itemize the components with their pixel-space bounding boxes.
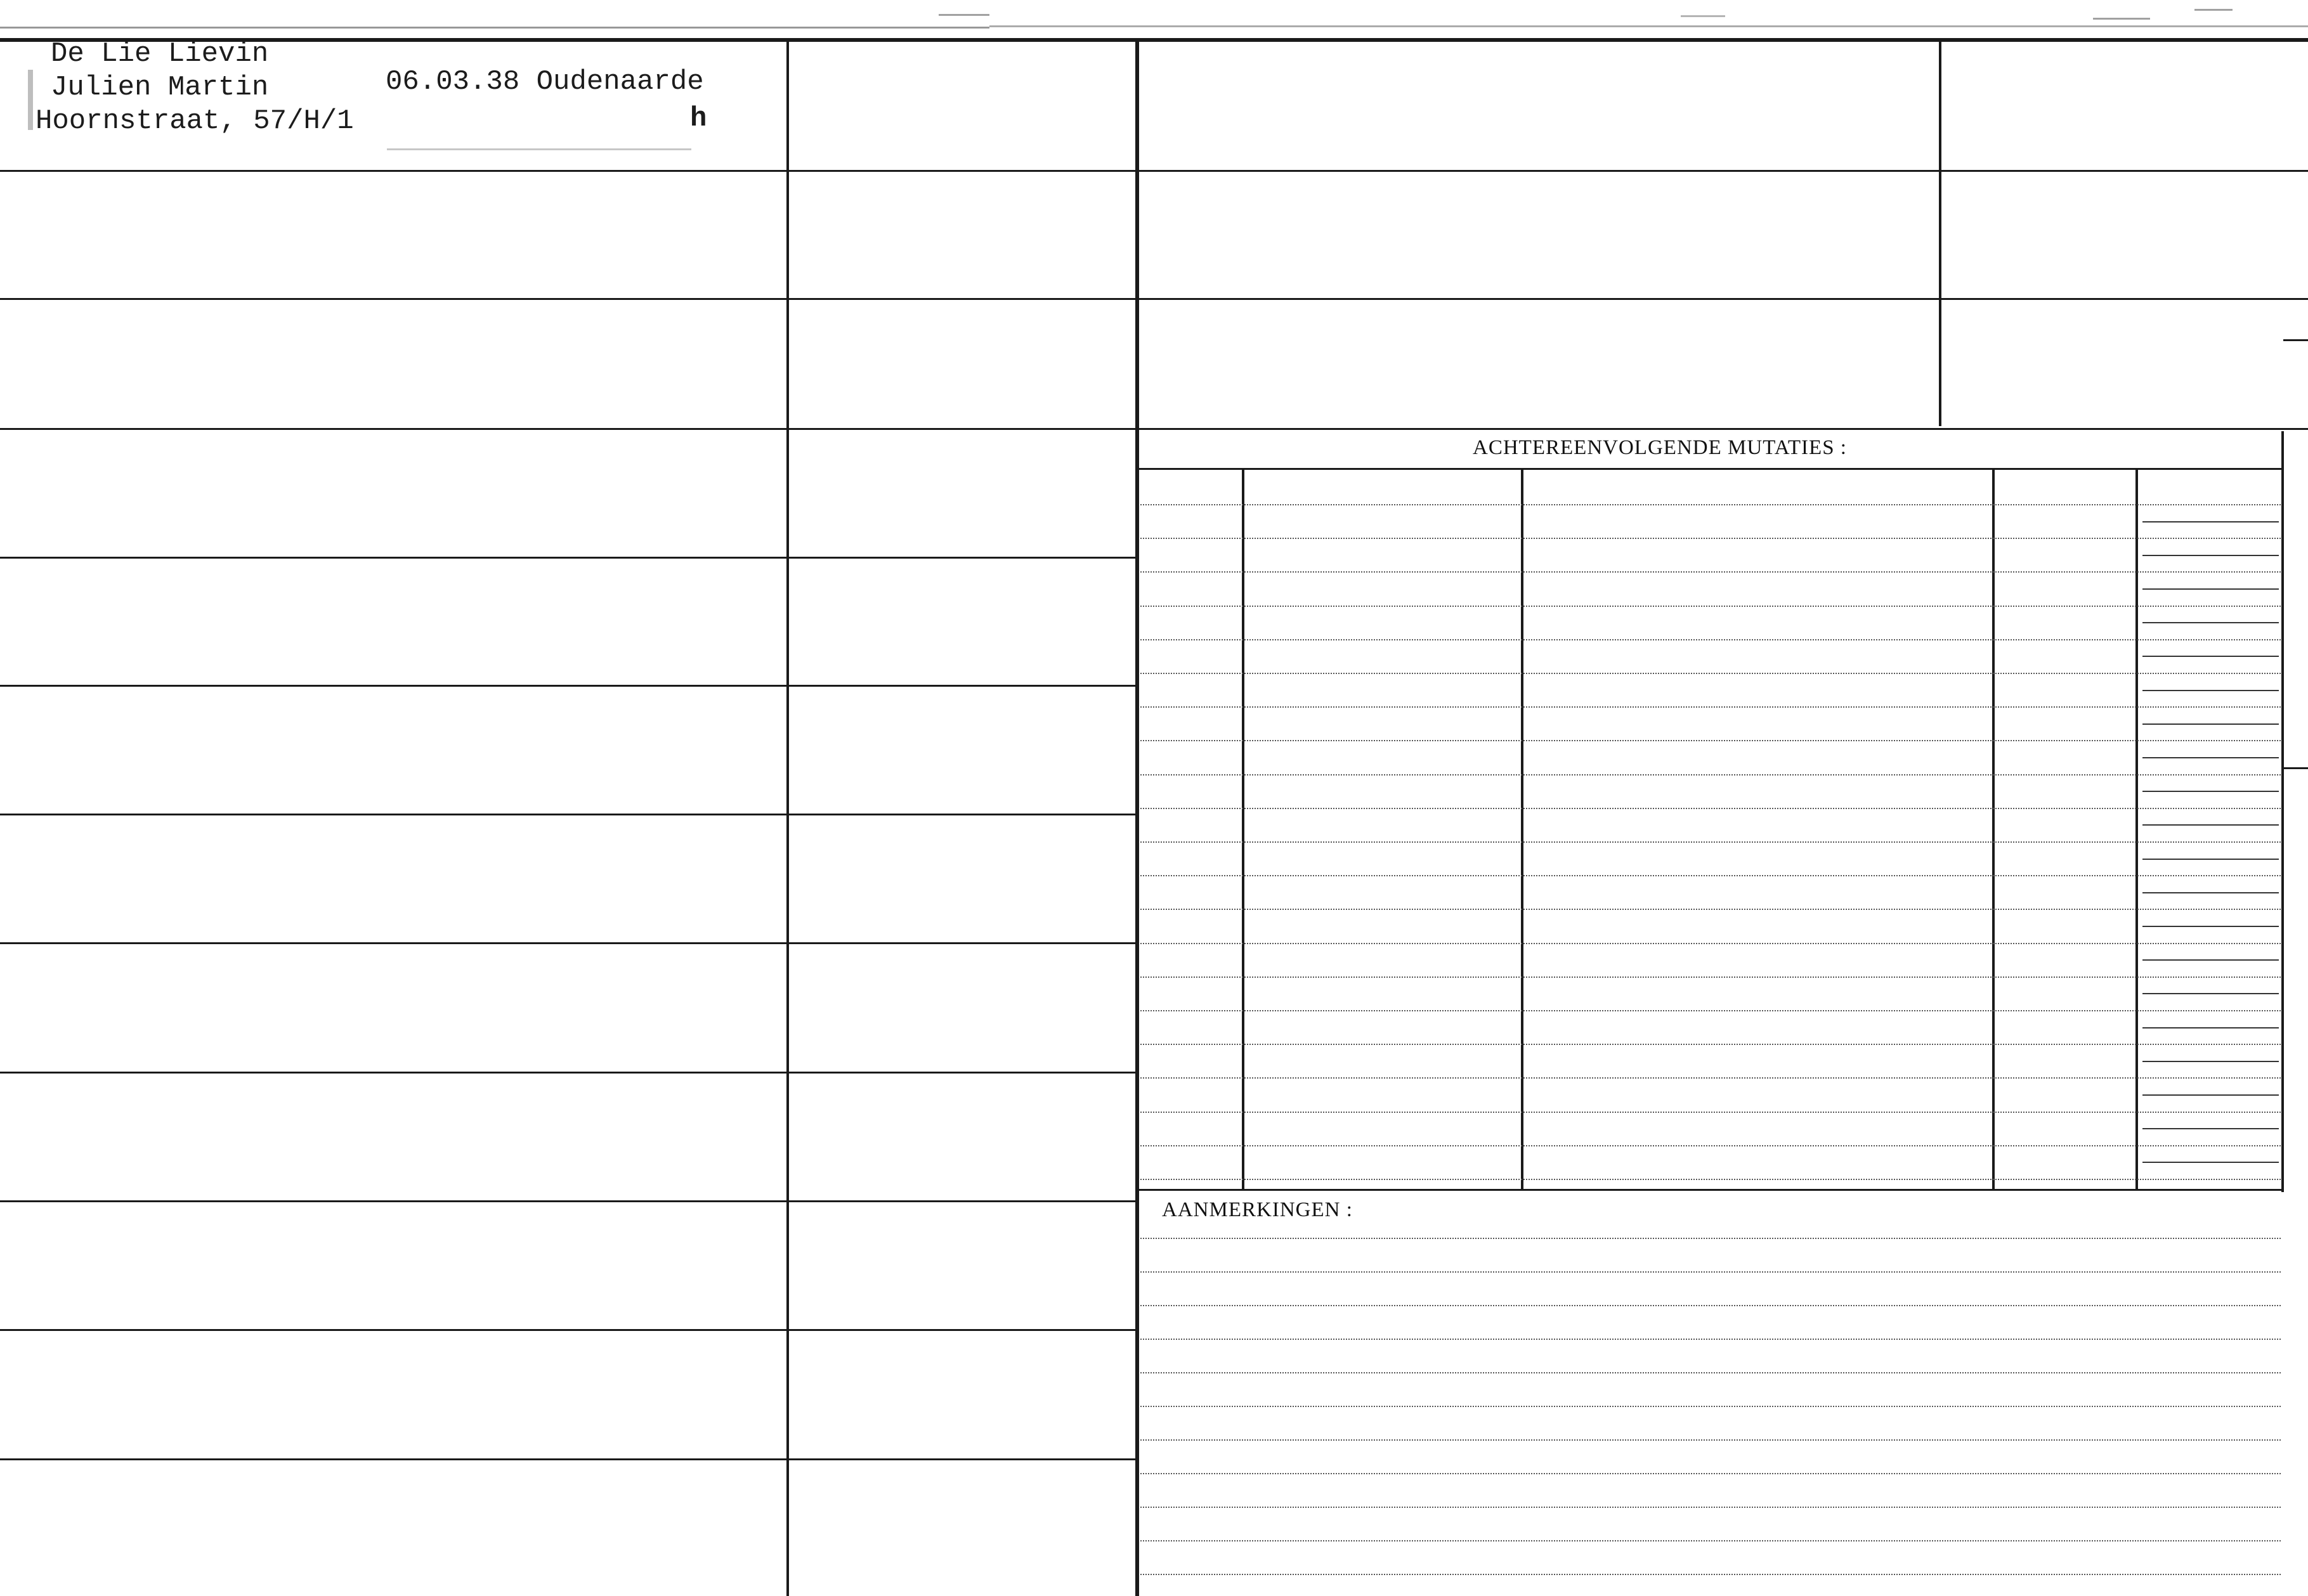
remark-rule <box>1140 1305 2281 1306</box>
right-border <box>2281 431 2284 1192</box>
remark-rule <box>1140 1238 2281 1239</box>
mutation-rule <box>2142 993 2279 994</box>
remark-rule <box>1140 1406 2281 1407</box>
birth-date-place: 06.03.38 Oudenaarde <box>386 66 704 98</box>
top-border <box>0 38 2308 42</box>
mutation-rule <box>2142 656 2279 657</box>
mutation-rule <box>1140 774 2281 775</box>
mutations-header-rule <box>1138 468 2283 470</box>
mutation-rule <box>2142 824 2279 826</box>
mutations-bottom-rule <box>1138 1189 2283 1191</box>
mutation-rule <box>1140 606 2281 607</box>
mutation-rule <box>2142 1061 2279 1062</box>
mutation-rule <box>1140 841 2281 843</box>
mutation-rule <box>2142 521 2279 522</box>
mutation-rule <box>1140 639 2281 640</box>
mutation-rule <box>1140 1044 2281 1045</box>
right-top-divider <box>1939 39 1941 426</box>
remarks-heading: AANMERKINGEN : <box>1162 1198 1353 1221</box>
mutation-rule <box>2142 791 2279 792</box>
mutation-rule <box>1140 909 2281 910</box>
mutation-rule <box>2142 1094 2279 1096</box>
remark-rule <box>1140 1339 2281 1340</box>
mutation-rule <box>1140 740 2281 741</box>
mutation-rule <box>2142 690 2279 691</box>
mutation-rule <box>1140 875 2281 876</box>
mutation-rule <box>2142 555 2279 556</box>
mutation-rule <box>2142 859 2279 860</box>
mutation-rule <box>1140 673 2281 674</box>
remark-rule <box>1140 1574 2281 1575</box>
mutation-rule <box>2142 1027 2279 1028</box>
mutation-rule <box>2142 926 2279 927</box>
remark-rule <box>1140 1507 2281 1508</box>
mutation-rule <box>1140 706 2281 708</box>
remark-rule <box>1140 1439 2281 1441</box>
mutation-rule <box>1140 1145 2281 1146</box>
remark-rule <box>1140 1372 2281 1373</box>
mutation-rule <box>1140 1112 2281 1113</box>
mutation-rule <box>2142 588 2279 590</box>
remark-rule <box>1140 1540 2281 1541</box>
mutation-rule <box>2142 959 2279 961</box>
mutation-rule <box>1140 1010 2281 1011</box>
mutations-heading: ACHTEREENVOLGENDE MUTATIES : <box>1473 436 1847 459</box>
left-column-divider <box>786 39 789 1596</box>
mutation-rule <box>1140 943 2281 944</box>
center-divider <box>1135 39 1139 1596</box>
address: Hoornstraat, 57/H/1 <box>36 105 354 137</box>
gender-mark: h <box>690 103 707 134</box>
mutation-rule <box>1140 1179 2281 1180</box>
remark-rule <box>1140 1473 2281 1474</box>
mutation-rule <box>2142 757 2279 758</box>
name-line-2: Julien Martin <box>51 72 269 103</box>
mutation-rule <box>1140 571 2281 573</box>
mutation-rule <box>1140 504 2281 505</box>
mutation-rule <box>1140 976 2281 978</box>
mutation-rule <box>2142 1162 2279 1163</box>
mutation-rule <box>2142 1128 2279 1129</box>
mutation-rule <box>1140 538 2281 539</box>
mutation-rule <box>2142 892 2279 893</box>
mutation-rule <box>1140 808 2281 809</box>
mutation-rule <box>2142 723 2279 725</box>
remark-rule <box>1140 1271 2281 1273</box>
mutation-rule <box>1140 1077 2281 1079</box>
mutation-rule <box>2142 622 2279 623</box>
name-line-1: De Lie Lievin <box>51 38 269 70</box>
